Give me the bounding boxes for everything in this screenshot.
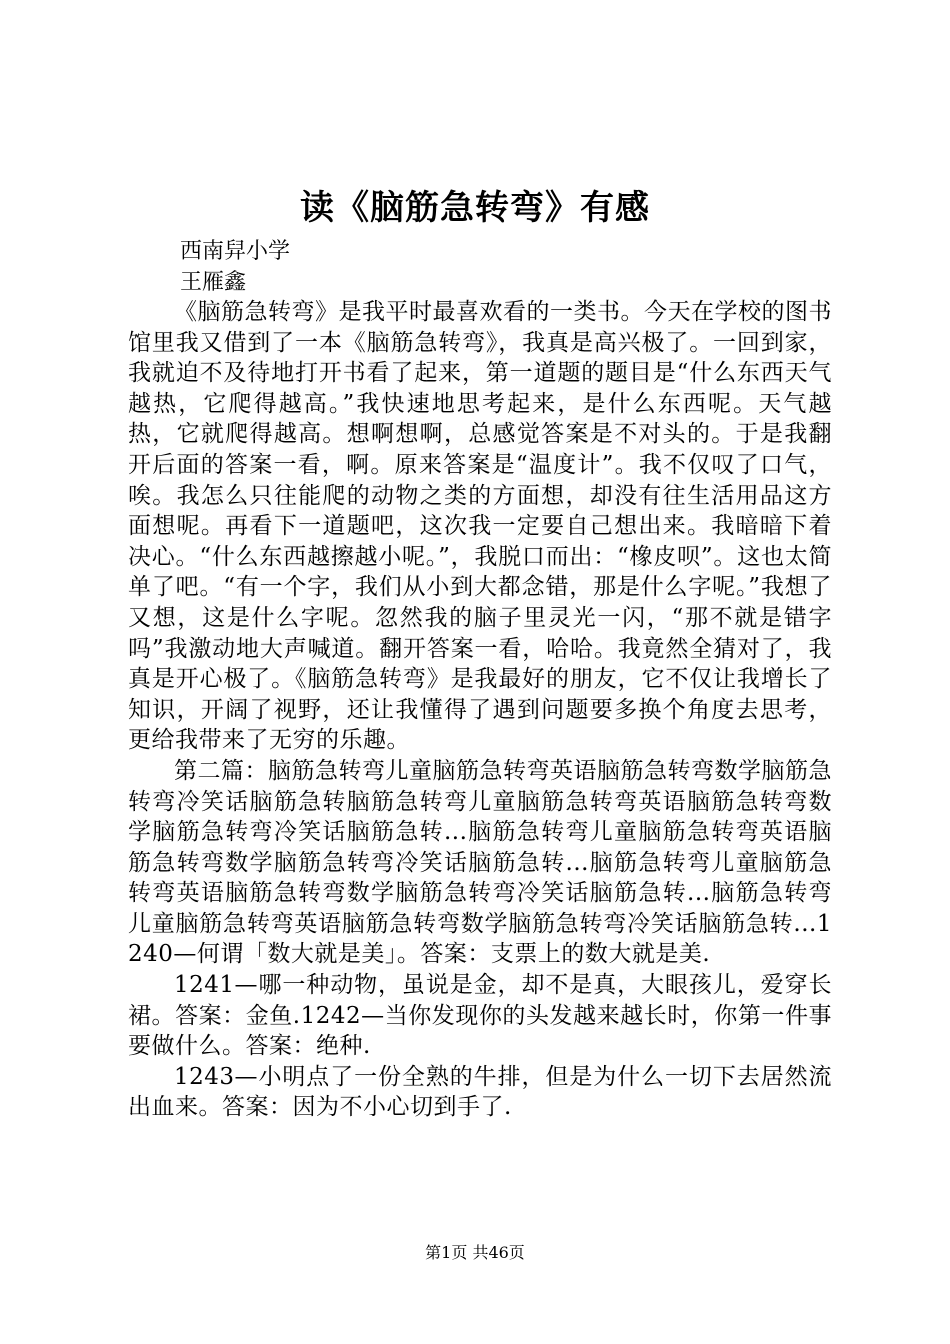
paragraph-4: 1243—小明点了一份全熟的牛排，但是为什么一切下去居然流出血来。答案：因为不小心切到手了. <box>128 1063 832 1121</box>
paragraph-2: 第二篇：脑筋急转弯儿童脑筋急转弯英语脑筋急转弯数学脑筋急转弯冷笑话脑筋急转脑筋急转弯儿童脑筋急转弯英语脑筋急转弯数学脑筋急转弯冷笑话脑筋急转...脑筋急转弯儿童脑筋急转弯英语脑筋急转弯数学脑筋急转弯冷笑话脑筋急转...脑筋急转弯儿童脑筋急转弯英语脑筋急转弯数学脑筋急转弯冷笑话脑筋急转...脑筋急转弯儿童脑筋急转弯英语脑筋急转弯数学脑筋急转弯冷笑话脑筋急转...1240—何谓「数大就是美」。答案：支票上的数大就是美. <box>128 757 832 968</box>
article-body <box>128 297 832 1123</box>
school-name: 西南舁小学 <box>180 239 291 264</box>
page-footer: 第1页 共46页 <box>425 1243 525 1262</box>
author-name: 王雁鑫 <box>180 270 247 295</box>
document-title: 读《脑筋急转弯》有感 <box>300 188 650 228</box>
paragraph-3: 1241—哪一种动物，虽说是金，却不是真，大眼孩儿，爱穿长裙。答案：金鱼.1242—当你发现你的头发越来越长时，你第一件事要做什么。答案：绝种. <box>128 972 832 1060</box>
paragraph-1: 《脑筋急转弯》是我平时最喜欢看的一类书。今天在学校的图书馆里我又借到了一本《脑筋急转弯》，我真是高兴极了。一回到家，我就迫不及待地打开书看了起来，第一道题的题目是“什么东西天气越热，它爬得越高。”我快速地思考起来，是什么东西呢。天气越热，它就爬得越高。想啊想啊，总感觉答案是不对头的。于是我翻开后面的答案一看，啊。原来答案是“温度计”。我不仅叹了口气，唉。我怎么只往能爬的动物之类的方面想，却没有往生活用品这方面想呢。再看下一道题吧，这次我一定要自己想出来。我暗暗下着决心。“什么东西越擦越小呢。”，我脱口而出：“橡皮呗”。这也太简单了吧。“有一个字，我们从小到大都念错，那是什么字呢。”我想了又想，这是什么字呢。忽然我的脑子里灵光一闪，“那不就是错字吗”我激动地大声喊道。翻开答案一看，哈哈。我竟然全猜对了，我真是开心极了。《脑筋急转弯》是我最好的朋友，它不仅让我增长了知识，开阔了视野，还让我懂得了遇到问题要多换个角度去思考，更给我带来了无穷的乐趣。 <box>128 299 832 754</box>
